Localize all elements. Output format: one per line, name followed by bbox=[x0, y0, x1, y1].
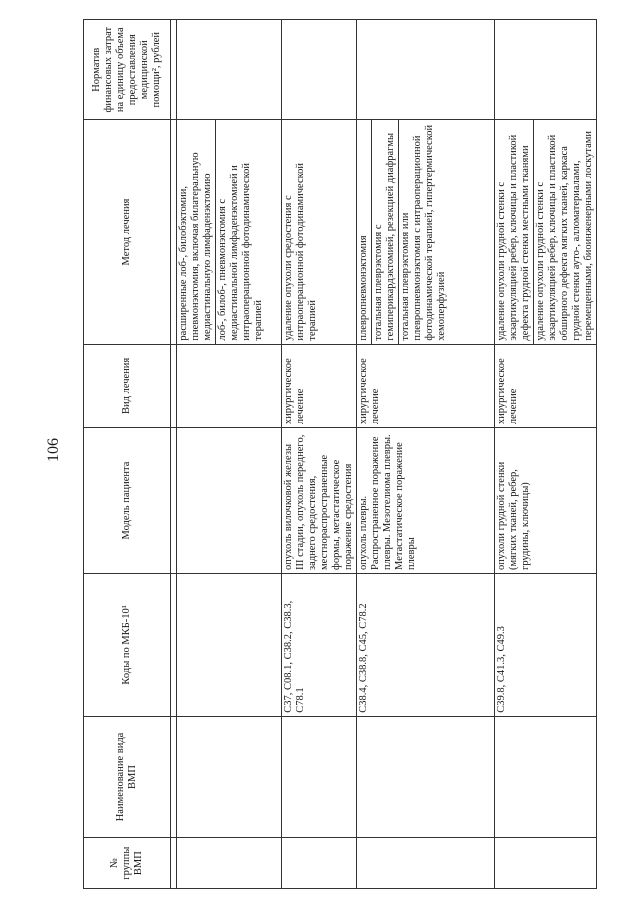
method-item: плевропневмонэктомия bbox=[358, 235, 369, 341]
vmp-table bbox=[83, 19, 597, 889]
table-header-row bbox=[84, 20, 171, 889]
header-cost-norm: Норматив финансовых затрат на единицу объема предоставления медицинской помощи², рублей bbox=[84, 20, 171, 120]
cell-vmp-name bbox=[357, 716, 495, 838]
cell-treatment-method bbox=[282, 120, 357, 344]
cell-group-no bbox=[357, 838, 495, 889]
table-row bbox=[282, 20, 357, 889]
cell-cost-norm bbox=[495, 20, 597, 120]
cell-treatment-method bbox=[495, 120, 597, 344]
table-row bbox=[495, 20, 597, 889]
header-treatment-type: Вид лечения bbox=[84, 344, 171, 428]
cell-icd-codes bbox=[177, 573, 282, 716]
cell-group-no bbox=[282, 838, 357, 889]
cell-vmp-name bbox=[495, 716, 597, 838]
header-icd-codes: Коды по МКБ-10¹ bbox=[84, 573, 171, 716]
cell-patient-model: опухоль вилочковой железы III стадии, опухоль переднего, заднего средостения, местнораспространенные формы, метастатическое поражение средостения bbox=[282, 428, 357, 574]
cell-patient-model: опухоли грудной стенки (мягких тканей, ребер, грудины, ключицы) bbox=[495, 428, 597, 574]
cell-cost-norm bbox=[357, 20, 495, 120]
cell-vmp-name bbox=[177, 716, 282, 838]
cell-group-no bbox=[495, 838, 597, 889]
cell-treatment-type: хирургическое лечение bbox=[495, 344, 597, 428]
method-item: удаление опухоли грудной стенки с экзартикуляцией ребер, ключицы и пластикой обширного дефекта мягких тканей, каркаса грудной стенки ауто-, алломатериалами, перемещенными, биоинженерными лоскутами bbox=[533, 120, 595, 343]
cell-icd-codes: C38.4, C38.8, C45, C78.2 bbox=[357, 573, 495, 716]
cell-patient-model bbox=[177, 428, 282, 574]
cell-group-no bbox=[177, 838, 282, 889]
cell-treatment-method bbox=[177, 120, 282, 344]
page-number: 106 bbox=[45, 438, 62, 462]
header-patient-model: Модель пациента bbox=[84, 428, 171, 574]
cell-patient-model: опухоль плевры. Распространенное поражение плевры. Мезотелиома плевры. Метастатическое поражение плевры bbox=[357, 428, 495, 574]
cell-treatment-type bbox=[177, 344, 282, 428]
method-item: тотальная плеврэктомия или плевропневмонэктомия с интраоперационной фотодинамической терапией, гипертермической хемоперфузией bbox=[398, 120, 448, 343]
method-item: расширенные лоб-, билобэктомии, пневмонэктомия, включая билатеральную медиастинальную лимфаденэктомию bbox=[178, 152, 213, 341]
method-item: лоб-, билоб-, пневмонэктомия с медиастинальной лимфаденэктомией и интраоперационной фотодинамической терапией bbox=[215, 120, 265, 343]
cell-cost-norm bbox=[282, 20, 357, 120]
cell-icd-codes: C37, C08.1, C38.2, C38.3, C78.1 bbox=[282, 573, 357, 716]
cell-vmp-name bbox=[282, 716, 357, 838]
method-item: удаление опухоли средостения с интраоперационной фотодинамической терапией bbox=[283, 162, 318, 341]
table-container bbox=[83, 19, 594, 889]
cell-treatment-method bbox=[357, 120, 495, 344]
cell-treatment-type: хирургическое лечение bbox=[357, 344, 495, 428]
cell-icd-codes: C39.8, C41.3, C49.3 bbox=[495, 573, 597, 716]
header-group-no: № группы ВМП bbox=[84, 838, 171, 889]
table-row bbox=[177, 20, 282, 889]
method-item: удаление опухоли грудной стенки с экзартикуляцией ребер, ключицы и пластикой дефекта грудной стенки местными тканями bbox=[496, 134, 531, 341]
table-row bbox=[357, 20, 495, 889]
method-item: тотальная плеврэктомия с гемиперикардэктомией, резекцией диафрагмы bbox=[371, 120, 397, 343]
header-vmp-name: Наименование вида ВМП bbox=[84, 716, 171, 838]
cell-cost-norm bbox=[177, 20, 282, 120]
cell-treatment-type: хирургическое лечение bbox=[282, 344, 357, 428]
header-treatment-method: Метод лечения bbox=[84, 120, 171, 344]
